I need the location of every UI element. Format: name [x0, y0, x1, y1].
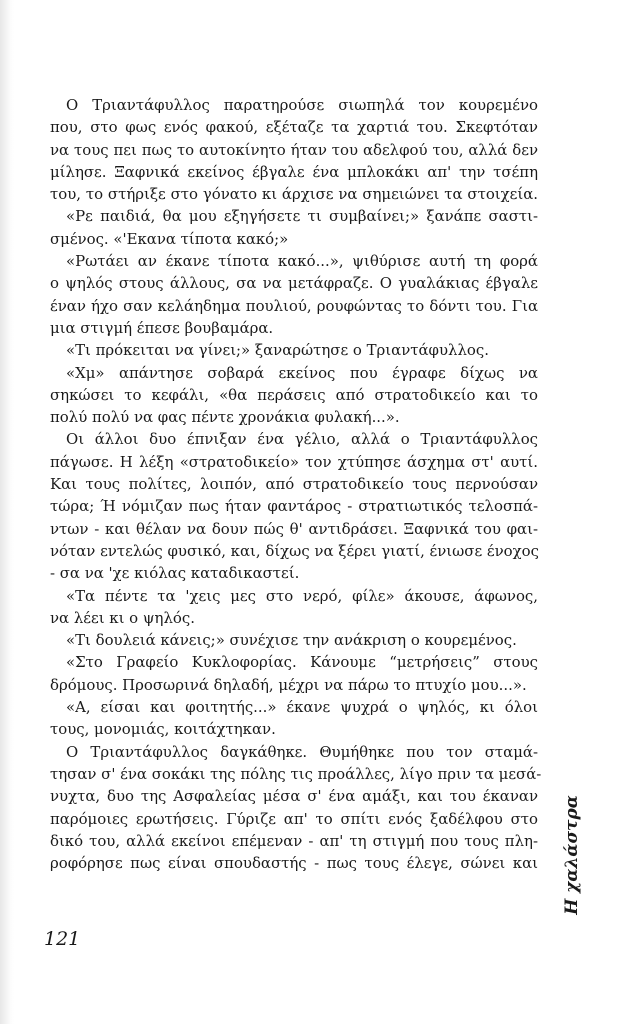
text-line: «Ρωτάει αν έκανε τίποτα κακό...», ψιθύρισε αυτή τη φορά [66, 252, 538, 271]
text-line: του, το στήριξε στο γόνατο κι άρχισε να σημειώνει τα στοιχεία. [50, 185, 538, 204]
text-line: Ο Τριαντάφυλλος παρατηρούσε σιωπηλά τον κουρεμένο [66, 96, 538, 114]
text-line: να λέει κι ο ψηλός. [50, 608, 195, 627]
text-line: Ο Τριαντάφυλλος δαγκάθηκε. Θυμήθηκε που τον σταμά- [66, 742, 538, 761]
text-line: να τους πει πως το αυτοκίνητο ήταν του αδελφού του, αλλά δεν [50, 140, 538, 159]
text-line: παρόμοιες ερωτήσεις. Γύριζε απ' το σπίτι ενός ξαδέλφου στο [50, 809, 538, 828]
text-line: σμένος. «'Εκανα τίποτα κακό;» [50, 229, 289, 248]
text-line: μίλησε. Ξαφνικά εκείνος έβγαλε ένα μπλοκάκι απ' την τσέπη [50, 162, 538, 181]
body-text [50, 94, 542, 874]
text-line: «Τι δουλειά κάνεις;» συνέχισε την ανάκριση ο κουρεμένος. [66, 631, 517, 650]
text-line: πολύ πολύ να φας πέντε χρονάκια φυλακή...». [50, 408, 400, 427]
text-line: - σα να 'χε κιόλας καταδικαστεί. [50, 564, 300, 583]
text-line: ντων - και θέλαν να δουν πώς θ' αντιδράσει. Ξαφνικά του φαι- [50, 519, 538, 538]
text-line: πάγωσε. Η λέξη «στρατοδικείο» τον χτύπησε άσχημα στ' αυτί. [50, 452, 538, 471]
text-line: τησαν σ' ένα σοκάκι της πόλης τις προάλλες, λίγο πριν τα μεσά- [50, 764, 542, 783]
text-line: «Α, είσαι και φοιτητής...» έκανε ψυχρά ο ψηλός, κι όλοι [66, 698, 538, 717]
text-line: νυχτα, δυο της Ασφαλείας μέσα σ' ένα αμάξι, και του έκαναν [50, 787, 538, 806]
running-title: Η χαλάστρα [562, 795, 582, 915]
text-line: δρόμους. Προσωρινά δηλαδή, μέχρι να πάρω το πτυχίο μου...». [50, 675, 527, 694]
text-line: δικό του, αλλά εκείνοι επέμεναν - απ' τη στιγμή που τους πλη- [50, 831, 538, 850]
text-line: έναν ήχο σαν κελάηδημα πουλιού, ρουφώντας το δόντι του. Για [50, 296, 538, 315]
text-line: μια στιγμή έπεσε βουβαμάρα. [50, 318, 274, 337]
text-line: «Τι πρόκειται να γίνει;» ξαναρώτησε ο Τριαντάφυλλος. [66, 341, 489, 360]
text-line: Οι άλλοι δυο έπνιξαν ένα γέλιο, αλλά ο Τριαντάφυλλος [66, 430, 538, 449]
text-line: που, στο φως ενός φακού, εξέταζε τα χαρτιά του. Σκεφτόταν [50, 118, 538, 137]
page-binding-edge [0, 0, 14, 1024]
text-line: «Ρε παιδιά, θα μου εξηγήσετε τι συμβαίνει;» ξανάπε σαστι- [66, 207, 538, 226]
text-line: «Στο Γραφείο Κυκλοφορίας. Κάνουμε “μετρήσεις” στους [66, 653, 538, 672]
page-number: 121 [44, 928, 81, 950]
text-line: σηκώσει το κεφάλι, «θα περάσεις από στρατοδικείο και το [50, 385, 538, 404]
text-line: ροφόρησε πως είναι σπουδαστής - πως τους έλεγε, σώνει και [50, 854, 538, 873]
text-line: νόταν εντελώς φυσικό, και, δίχως να ξέρει γιατί, ένιωσε ένοχος [50, 541, 539, 560]
text-line: ο ψηλός στους άλλους, σα να μετάφραζε. Ο γυαλάκιας έβγαλε [50, 274, 538, 293]
text-line: «Τα πέντε τα 'χεις μες στο νερό, φίλε» άκουσε, άφωνος, [66, 586, 538, 605]
text-line: Και τους πολίτες, λοιπόν, από στρατοδικείο τους περνούσαν [50, 475, 538, 494]
text-line: «Χμ» απάντησε σοβαρά εκείνος που έγραφε δίχως να [66, 363, 538, 382]
text-line: τώρα; Ή νόμιζαν πως ήταν φαντάρος - στρατιωτικός τελοσπά- [50, 497, 538, 516]
text-line: τους, μονομιάς, κοιτάχτηκαν. [50, 720, 276, 739]
